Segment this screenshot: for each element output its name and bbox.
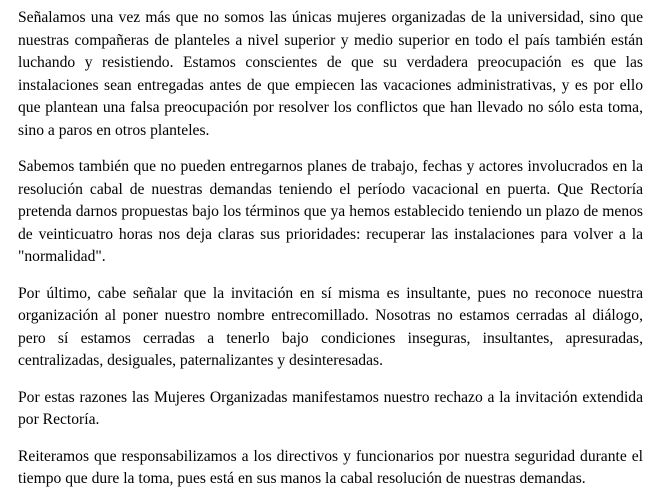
paragraph-3: Por último, cabe señalar que la invitación en sí misma es insultante, pues no reconoce nuestra organización al poner nuestro nombre entrecomillado. Nosotras no estamos cerradas al diálogo, pero sí estamos cerradas a tenerlo bajo condiciones inseguras, insultantes, apresuradas, centralizadas, desiguales, paternalizantes y desinteresadas. (18, 284, 643, 369)
paragraph-2: Sabemos también que no pueden entregarnos planes de trabajo, fechas y actores involucrados en la resolución cabal de nuestras demandas teniendo el período vacacional en puerta. Que Rectoría pretenda darnos propuestas bajo los términos que ya hemos establecido teniendo un plazo de menos de veinticuatro horas nos deja claras sus prioridades: recuperar las instalaciones para volver a la "normalidad". (18, 158, 643, 265)
paragraph-4: Por estas razones las Mujeres Organizadas manifestamos nuestro rechazo a la invitación extendida por Rectoría. (18, 388, 643, 428)
paragraph-5: Reiteramos que responsabilizamos a los directivos y funcionarios por nuestra seguridad durante el tiempo que dure la toma, pues está en sus manos la cabal resolución de nuestras demandas. (18, 447, 643, 487)
paragraph-1: Señalamos una vez más que no somos las únicas mujeres organizadas de la universidad, sino que nuestras compañeras de planteles a nivel superior y medio superior en todo el país también están luchando y resistiendo. Estamos conscientes de que su verdadera preocupación es que las instalaciones sean entregadas antes de que empiecen las vacaciones administrativas, y es por ello que plantean una falsa preocupación por resolver los conflictos que han llevado no sólo esta toma, sino a paros en otros planteles. (18, 9, 643, 139)
document-body (18, 7, 643, 491)
